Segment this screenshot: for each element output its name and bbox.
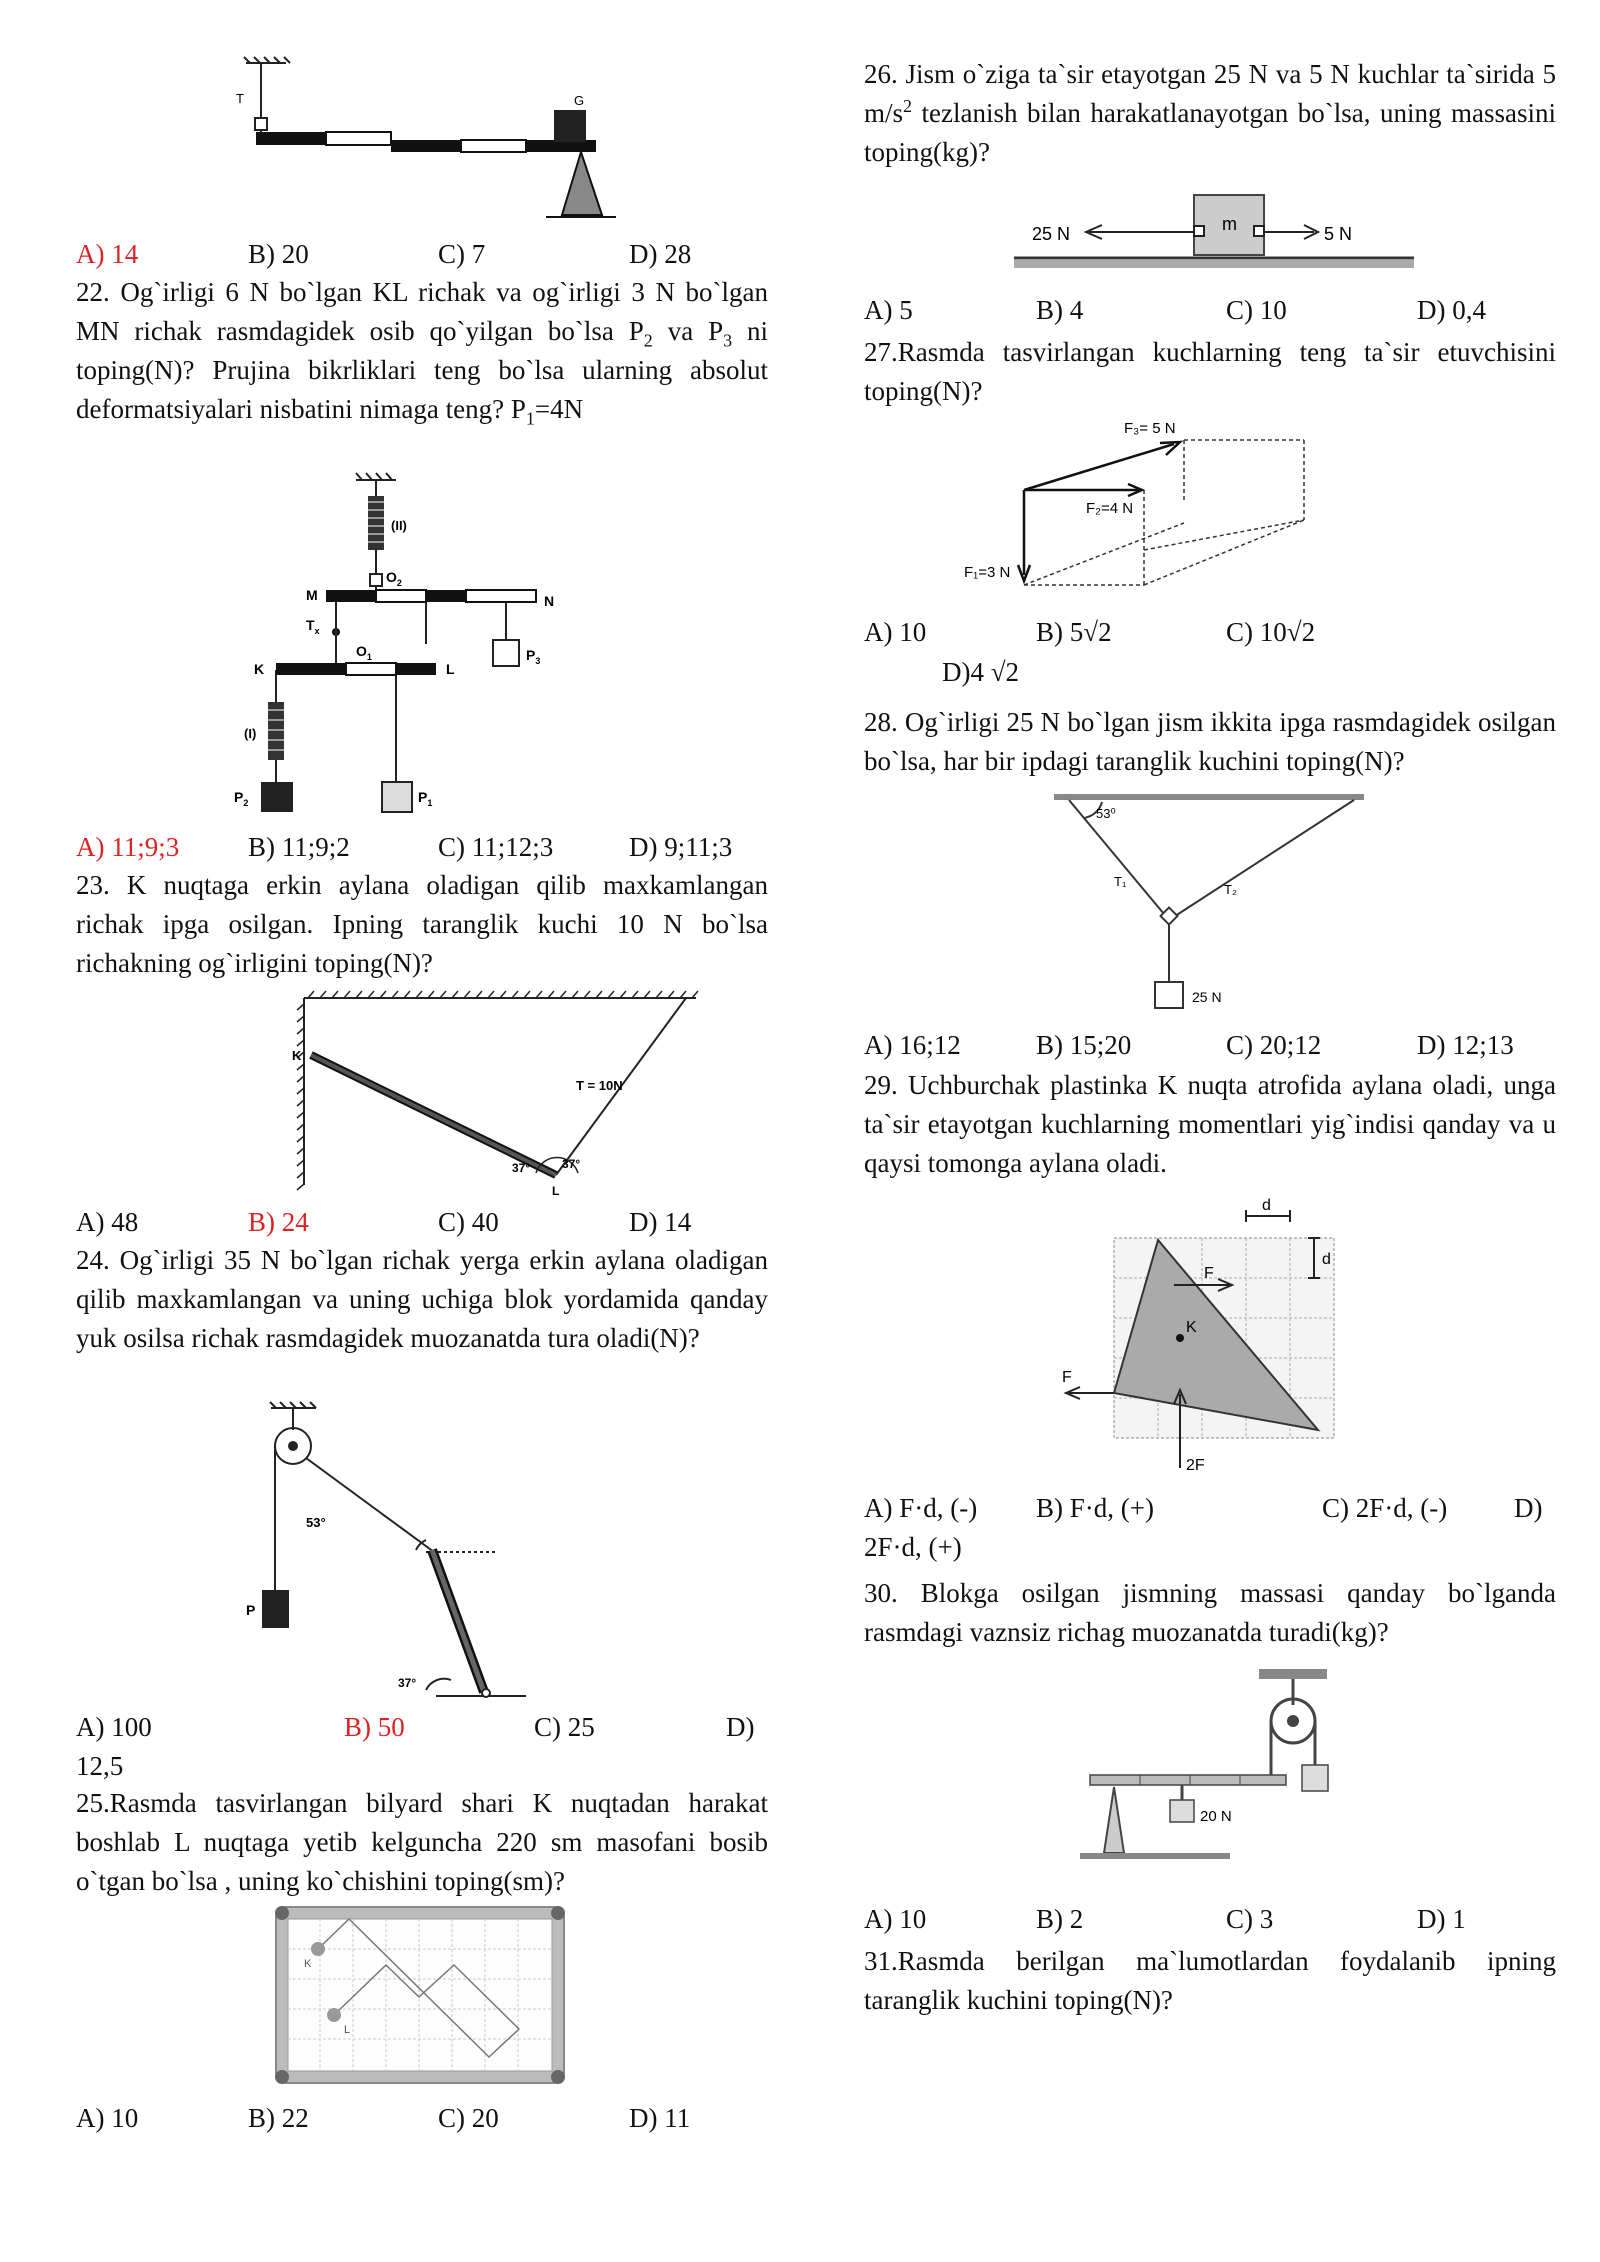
q23-label-tension: T = 10N <box>576 1078 623 1093</box>
q24-pulley-lever-figure <box>226 1400 696 1705</box>
q27-option-a[interactable]: A) 10 <box>864 617 927 647</box>
q29-label-d-horizontal: d <box>1262 1197 1271 1214</box>
q22-label-o1: $O_1$ <box>356 643 372 662</box>
q22-label-l: L <box>446 661 455 677</box>
q28-label-t1: T₁ <box>1114 874 1127 889</box>
q26-block-forces-figure <box>1014 190 1414 280</box>
q25-label-l: L <box>344 2024 351 2036</box>
q22-option-c[interactable]: C) 11;12;3 <box>438 832 554 862</box>
q31-block <box>864 1942 1556 2020</box>
q28-label-angle: 53⁰ <box>1096 806 1116 821</box>
q27-option-c[interactable]: C) 10√2 <box>1226 617 1316 647</box>
q24-answers-cont <box>76 1746 768 1786</box>
q21-label-g: G <box>574 93 585 108</box>
q22-label-n: N <box>544 593 555 609</box>
q26-text: 26. Jism o`ziga ta`sir etayotgan 25 N va 5 N kuchlar ta`sirida 5 $m/s^2$ tezlanish bilan harakatlanayotgan bo`lsa, uning massasini toping(kg)? <box>864 59 1556 167</box>
q22-label-o2: $O_2$ <box>386 569 402 588</box>
q22-label-spring-2: (II) <box>391 518 407 533</box>
q27-label-f3: F₃= 5 N <box>1124 420 1176 437</box>
q23-answers <box>76 1202 768 1242</box>
q26-option-c[interactable]: C) 10 <box>1226 295 1287 325</box>
q30-option-b[interactable]: B) 2 <box>1036 1904 1084 1934</box>
q30-option-c[interactable]: C) 3 <box>1226 1904 1274 1934</box>
q22-label-spring-1: (I) <box>244 726 257 741</box>
q26-label-5n: 5 N <box>1324 224 1353 244</box>
q25-block <box>76 1784 768 1901</box>
q23-label-k: K <box>292 1048 302 1063</box>
q22-text: 22. Og`irligi 6 N bo`lgan KL richak va og`irligi 3 N bo`lgan MN richak rasmdagidek osib qo`yilgan bo`lsa $P_2$ va $P_3$ ni toping(N)? Prujina bikrliklari teng bo`lsa ularning absolut deformatsiyalari nisbatini nimaga teng? $P_1=4N$ <box>76 277 768 429</box>
q24-option-d[interactable]: D) <box>726 1712 755 1742</box>
q29-option-a[interactable]: A) F·d, (-) <box>864 1493 978 1523</box>
q23-option-b[interactable]: B) 24 <box>248 1207 309 1237</box>
q28-option-d[interactable]: D) 12;13 <box>1417 1030 1514 1060</box>
q30-answers <box>864 1899 1556 1939</box>
q24-block <box>76 1241 768 1358</box>
q27-answers <box>864 612 1556 652</box>
q29-label-f-top: F <box>1204 1265 1214 1282</box>
q29-option-c[interactable]: C) 2F·d, (-) <box>1322 1493 1448 1523</box>
q24-text: 24. Og`irligi 35 N bo`lgan richak yerga erkin aylana oladigan qilib maxkamlangan va uning uchiga blok yordamida qanday yuk osilsa richak rasmdagidek muozanatda tura oladi(N)? <box>76 1245 768 1353</box>
q28-two-ropes-figure <box>1054 790 1374 1020</box>
q29-answers <box>864 1488 1556 1528</box>
q30-text: 30. Blokga osilgan jismning massasi qanday bo`lganda rasmdagi vaznsiz richag muozanatda turadi(kg)? <box>864 1578 1556 1647</box>
q28-label-t2: T₂ <box>1224 882 1237 897</box>
q25-option-a[interactable]: A) 10 <box>76 2103 139 2133</box>
q26-answers <box>864 290 1556 330</box>
q29-option-b[interactable]: B) F·d, (+) <box>1036 1493 1154 1523</box>
q24-option-b[interactable]: B) 50 <box>344 1712 405 1742</box>
q21-label-t: T <box>236 91 244 106</box>
q23-label-l: L <box>552 1184 560 1198</box>
q24-option-d-value[interactable]: 12,5 <box>76 1751 124 1781</box>
q24-option-c[interactable]: C) 25 <box>534 1712 595 1742</box>
q23-option-c[interactable]: C) 40 <box>438 1207 499 1237</box>
q26-block <box>864 55 1556 172</box>
q22-label-p1: $P_1$ <box>418 789 433 808</box>
q25-option-c[interactable]: C) 20 <box>438 2103 499 2133</box>
q22-label-m: M <box>306 587 318 603</box>
q23-block <box>76 866 768 983</box>
q28-answers <box>864 1025 1556 1065</box>
q21-option-d[interactable]: D) 28 <box>629 239 692 269</box>
q29-option-d-value[interactable]: 2F·d, (+) <box>864 1532 962 1562</box>
q28-option-c[interactable]: C) 20;12 <box>1226 1030 1322 1060</box>
q23-option-d[interactable]: D) 14 <box>629 1207 692 1237</box>
q24-option-a[interactable]: A) 100 <box>76 1712 152 1742</box>
q25-label-k: K <box>304 1958 312 1970</box>
q22-option-b[interactable]: B) 11;9;2 <box>248 832 350 862</box>
q25-text: 25.Rasmda tasvirlangan bilyard shari K nuqtadan harakat boshlab L nuqtaga yetib kelguncha 220 sm masofani bosib o`tgan bo`lsa , uning ko`chishini toping(sm)? <box>76 1788 768 1896</box>
q24-label-angle-53: 53° <box>306 1515 326 1530</box>
q25-option-b[interactable]: B) 22 <box>248 2103 309 2133</box>
q22-label-tx: $T_x$ <box>306 617 320 636</box>
q22-label-p3: $P_3$ <box>526 647 541 666</box>
q29-answers-cont <box>864 1527 1556 1567</box>
q27-block <box>864 333 1556 411</box>
q27-answers-cont <box>864 652 1556 692</box>
q26-label-m: m <box>1222 214 1237 234</box>
q27-option-d[interactable]: D)4 √2 <box>942 657 1020 687</box>
q29-label-2f: 2F <box>1186 1457 1205 1474</box>
q30-option-a[interactable]: A) 10 <box>864 1904 927 1934</box>
q28-option-b[interactable]: B) 15;20 <box>1036 1030 1132 1060</box>
q22-option-d[interactable]: D) 9;11;3 <box>629 832 733 862</box>
q27-label-f2: F₂=4 N <box>1086 500 1134 517</box>
q28-block <box>864 703 1556 781</box>
q26-option-b[interactable]: B) 4 <box>1036 295 1084 325</box>
q25-option-d[interactable]: D) 11 <box>629 2103 691 2133</box>
q23-lever-figure <box>216 990 706 1200</box>
q22-label-k: K <box>254 661 265 677</box>
q23-label-angle-1: 37° <box>512 1161 531 1175</box>
q27-text: 27.Rasmda tasvirlangan kuchlarning teng ta`sir etuvchisini toping(N)? <box>864 337 1556 406</box>
q23-label-angle-2: 37° <box>562 1157 581 1171</box>
q30-option-d[interactable]: D) 1 <box>1417 1904 1466 1934</box>
q21-answers <box>76 234 768 274</box>
q25-billiard-figure <box>274 1905 566 2085</box>
q31-text: 31.Rasmda berilgan ma`lumotlardan foydalanib ipning taranglik kuchini toping(N)? <box>864 1946 1556 2015</box>
q24-label-p: P <box>246 1602 256 1618</box>
q21-option-b[interactable]: B) 20 <box>248 239 309 269</box>
q23-text: 23. K nuqtaga erkin aylana oladigan qilib maxkamlangan richak ipga osilgan. Ipning taranglik kuchi 10 N bo`lsa richakning og`irligini toping(N)? <box>76 870 768 978</box>
q22-answers <box>76 827 768 867</box>
q21-option-a[interactable]: A) 14 <box>76 239 139 269</box>
q25-answers <box>76 2098 768 2138</box>
q22-label-p2: $P_2$ <box>234 789 249 808</box>
q28-text: 28. Og`irligi 25 N bo`lgan jism ikkita ipga rasmdagidek osilgan bo`lsa, har bir ipdagi taranglik kuchini toping(N)? <box>864 707 1556 776</box>
q21-option-c[interactable]: C) 7 <box>438 239 486 269</box>
q22-option-a[interactable]: A) 11;9;3 <box>76 832 180 862</box>
q22-block <box>76 273 768 429</box>
q29-label-f-left: F <box>1062 1369 1072 1386</box>
q29-label-d-vertical: d <box>1322 1251 1331 1268</box>
q24-answers <box>76 1707 768 1747</box>
q30-label-weight: 20 N <box>1200 1808 1232 1825</box>
q28-label-weight: 25 N <box>1192 989 1222 1005</box>
q27-force-box-figure <box>964 415 1314 600</box>
q28-option-a[interactable]: A) 16;12 <box>864 1030 961 1060</box>
q29-text: 29. Uchburchak plastinka K nuqta atrofida aylana oladi, unga ta`sir etayotgan kuchlarning momentlari yig`indisi qanday va u qaysi tomonga aylana oladi. <box>864 1070 1556 1178</box>
q29-triangle-plate-figure <box>1054 1198 1404 1483</box>
q30-block <box>864 1574 1556 1652</box>
q26-option-d[interactable]: D) 0,4 <box>1417 295 1486 325</box>
q29-option-d[interactable]: D) <box>1514 1493 1543 1523</box>
q22-lever-system-figure <box>234 470 666 825</box>
q30-lever-pulley-figure <box>1074 1665 1364 1880</box>
q26-label-25n: 25 N <box>1032 224 1071 244</box>
q23-option-a[interactable]: A) 48 <box>76 1207 139 1237</box>
q29-label-k: K <box>1186 1319 1197 1336</box>
q26-option-a[interactable]: A) 5 <box>864 295 913 325</box>
q21-lever-figure <box>236 55 696 230</box>
q24-label-angle-37: 37° <box>398 1676 417 1690</box>
q27-label-f1: F₁=3 N <box>964 564 1011 581</box>
q29-block <box>864 1066 1556 1183</box>
q27-option-b[interactable]: B) 5√2 <box>1036 617 1112 647</box>
